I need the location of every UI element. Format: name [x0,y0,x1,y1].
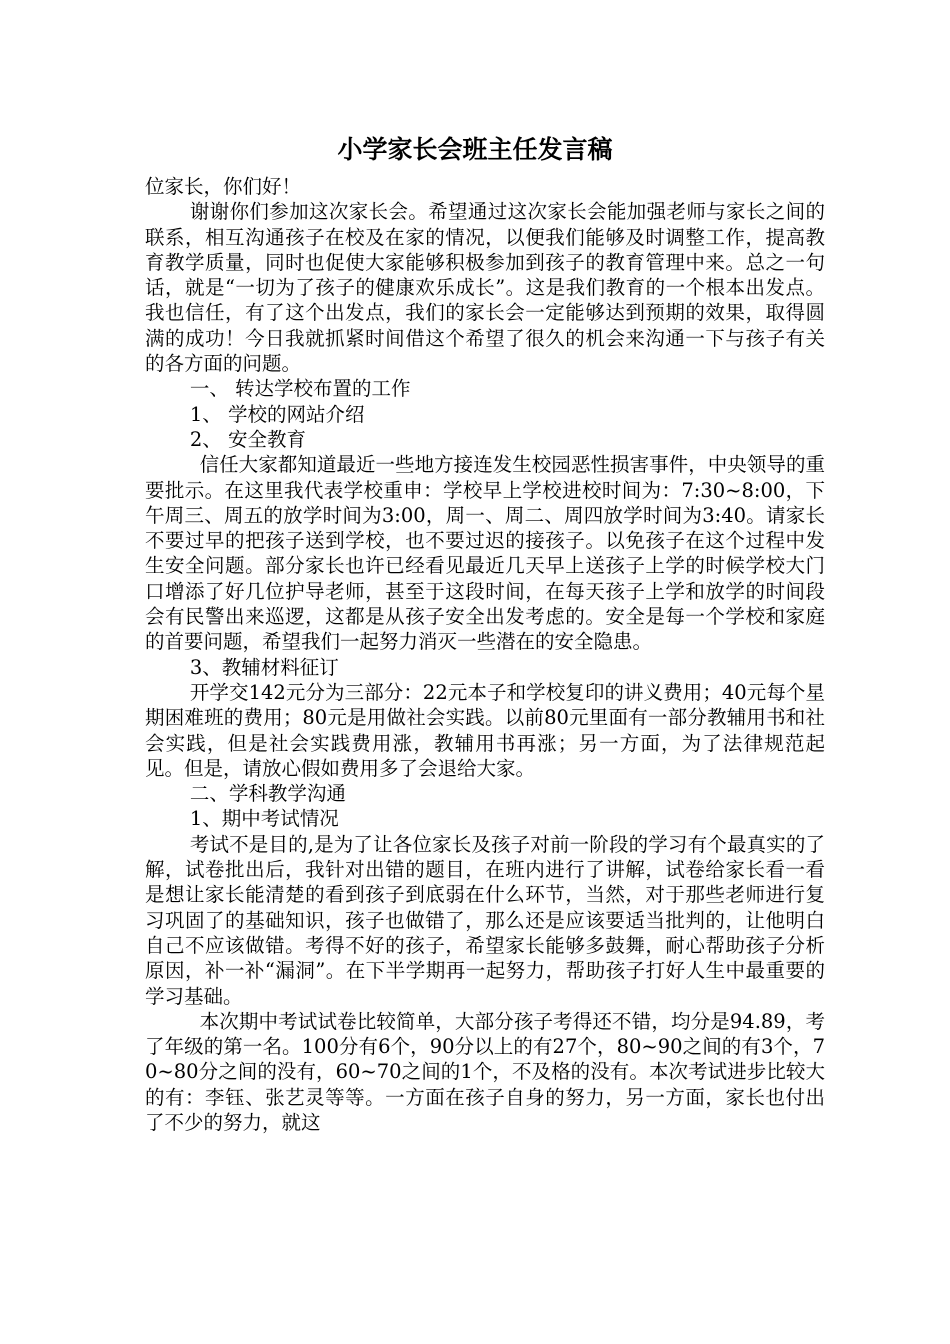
subsection-safety: 2、 安全教育 [189,427,306,451]
document-title: 小学家长会班主任发言稿 [337,135,613,164]
document-body [145,174,825,1135]
section-heading-one: 一、 转达学校布置的工作 [189,377,411,401]
subsection-materials: 3、教辅材料征订 [189,655,339,679]
subsection-midterm: 1、期中考试情况 [189,807,339,831]
subsection-website: 1、 学校的网站介绍 [189,402,365,426]
results-paragraph: 本次期中考试试卷比较简单，大部分孩子考得还不错，均分是94.89，考了年级的第一名。100分有6个，90分以上的有27个，80~90之间的有3个，70~80分之间的没有，60~70之间的1个，不及格的没有。本次考试进步比较大的有：李钰、张艺灵等等。一方面在孩子自身的努力，另一方面，家长也付出了不少的努力，就这 [145,1009,825,1134]
midterm-paragraph: 考试不是目的,是为了让各位家长及孩子对前一阶段的学习有个最真实的了解，试卷批出后，我针对出错的题目，在班内进行了讲解，试卷给家长看一看是想让家长能清楚的看到孩子到底弱在什么环节，当然，对于那些老师进行复习巩固了的基础知识，孩子也做错了，那么还是应该要适当批判的，让他明白自己不应该做错。考得不好的孩子，希望家长能够多鼓舞，耐心帮助孩子分析原因，补一补“漏洞”。在下半学期再一起努力，帮助孩子打好人生中最重要的学习基础。 [145,832,825,1008]
greeting-paragraph: 位家长，你们好！ [145,175,302,198]
intro-paragraph: 谢谢你们参加这次家长会。希望通过这次家长会能加强老师与家长之间的联系，相互沟通孩子在校及在家的情况，以便我们能够及时调整工作，提高教育教学质量，同时也促使大家能够积极参加到孩子的教育管理中来。总之一句话，就是“一切为了孩子的健康欢乐成长”。这是我们教育的一个根本出发点。我也信任，有了这个出发点，我们的家长会一定能够达到预期的效果，取得圆满的成功！今日我就抓紧时间借这个希望了很久的机会来沟通一下与孩子有关的各方面的问题。 [145,200,825,376]
section-heading-two: 二、学科教学沟通 [189,782,346,806]
safety-paragraph: 信任大家都知道最近一些地方接连发生校园恶性损害事件，中央领导的重要批示。在这里我代表学校重申：学校早上学校进校时间为：7:30~8:00，下午周三、周五的放学时间为3:00，周一、周二、周四放学时间为3:40。请家长不要过早的把孩子送到学校，也不要过迟的接孩子。以免孩子在这个过程中发生安全问题。部分家长也许已经看见最近几天早上送孩子上学的时候学校大门口增添了好几位护导老师，甚至于这段时间，在每天孩子上学和放学的时间段会有民警出来巡逻，这都是从孩子安全出发考虑的。安全是每一个学校和家庭的首要问题，希望我们一起努力消灭一些潜在的安全隐患。 [145,453,825,654]
materials-paragraph: 开学交142元分为三部分：22元本子和学校复印的讲义费用；40元每个星期困难班的费用；80元是用做社会实践。以前80元里面有一部分教辅用书和社会实践，但是社会实践费用涨，教辅用书再涨；另一方面，为了法律规范起见。但是，请放心假如费用多了会退给大家。 [145,680,825,780]
